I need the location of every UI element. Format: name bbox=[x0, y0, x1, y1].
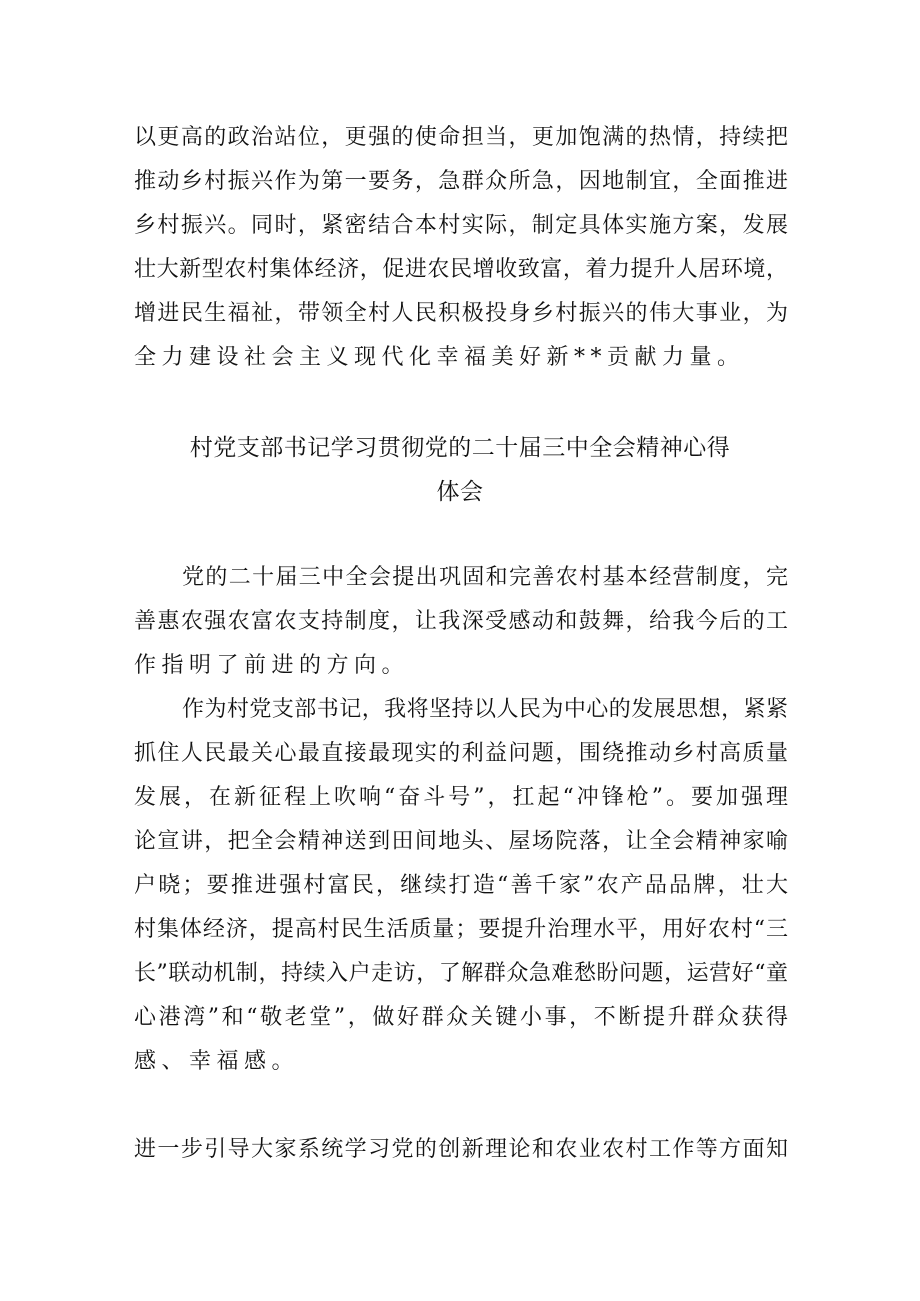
text-line: 作为村党支部书记，我将坚持以人民为中心的发展思想，紧紧 bbox=[182, 697, 788, 722]
text-line: 心港湾”和“敬老堂”，做好群众关键小事，不断提升群众获得 bbox=[134, 1005, 788, 1030]
text-line: 抓住人民最关心最直接最现实的利益问题，围绕推动乡村高质量 bbox=[134, 741, 788, 766]
trailing-text-line: 进一步引导大家系统学习党的创新理论和农业农村工作等方面知 bbox=[134, 1137, 788, 1162]
text-line: 论宣讲，把全会精神送到田间地头、屋场院落，让全会精神家喻 bbox=[134, 829, 788, 854]
text-line: 村集体经济，提高村民生活质量；要提升治理水平，用好农村“三 bbox=[134, 917, 788, 942]
text-line: 党的二十届三中全会提出巩固和完善农村基本经营制度，完 bbox=[182, 565, 788, 590]
text-line: 以更高的政治站位，更强的使命担当，更加饱满的热情，持续把 bbox=[134, 125, 788, 150]
text-line: 全力建设社会主义现代化幸福美好新**贡献力量。 bbox=[134, 345, 745, 370]
text-line: 发展，在新征程上吹响“奋斗号”，扛起“冲锋枪”。要加强理 bbox=[134, 785, 788, 810]
title-line: 村党支部书记学习贯彻党的二十届三中全会精神心得 bbox=[189, 435, 731, 461]
text-line: 乡村振兴。同时，紧密结合本村实际，制定具体实施方案，发展 bbox=[134, 213, 788, 238]
text-line: 善惠农强农富农支持制度，让我深受感动和鼓舞，给我今后的工 bbox=[134, 609, 788, 634]
title-line: 体会 bbox=[436, 479, 484, 505]
text-line: 户晓；要推进强村富民，继续打造“善千家”农产品品牌，壮大 bbox=[134, 873, 788, 898]
text-line: 壮大新型农村集体经济，促进农民增收致富，着力提升人居环境， bbox=[134, 257, 788, 282]
text-line: 推动乡村振兴作为第一要务，急群众所急，因地制宜，全面推进 bbox=[134, 169, 788, 194]
text-line: 作指明了前进的方向。 bbox=[134, 653, 410, 678]
text-line: 增进民生福祉，带领全村人民积极投身乡村振兴的伟大事业，为 bbox=[134, 301, 788, 326]
text-line: 感、幸福感。 bbox=[134, 1049, 300, 1074]
text-line: 长”联动机制，持续入户走访，了解群众急难愁盼问题，运营好“童 bbox=[134, 961, 788, 986]
